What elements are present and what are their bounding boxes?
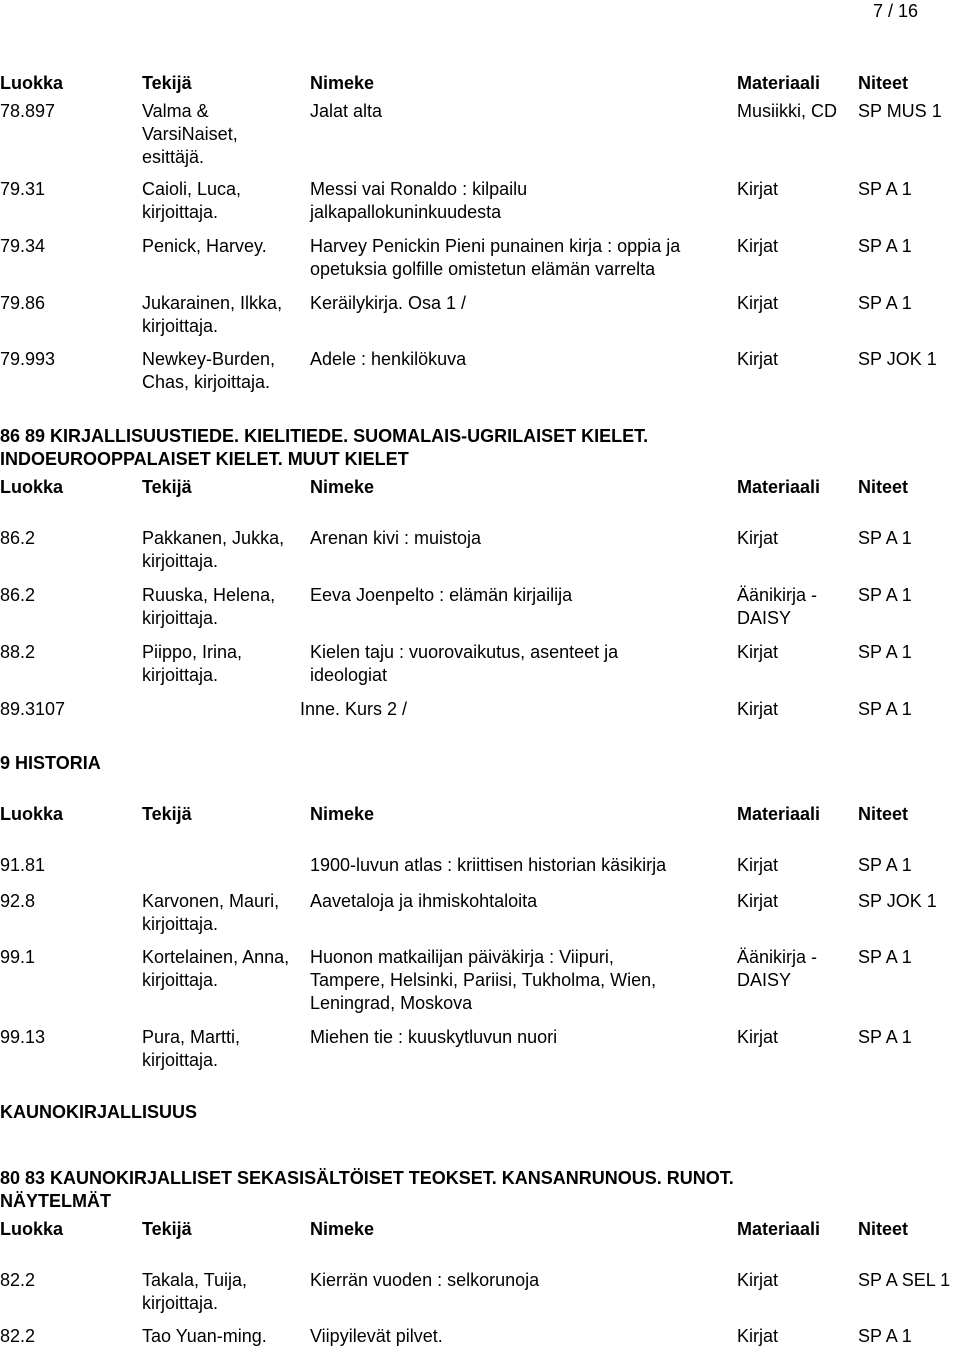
row-author: Tao Yuan-ming. <box>142 1326 267 1346</box>
row-class: 79.34 <box>0 236 46 256</box>
header-title: Nimeke <box>310 1219 375 1239</box>
header-material: Materiaali <box>737 804 821 824</box>
row-title: Inne. Kurs 2 / <box>300 699 408 719</box>
row-author: Caioli, Luca, kirjoittaja. <box>142 179 242 222</box>
header-material: Materiaali <box>737 477 821 497</box>
row-copies: SP A SEL 1 <box>858 1270 951 1290</box>
row-author: Karvonen, Mauri, kirjoittaja. <box>142 891 280 934</box>
row-material: Äänikirja - DAISY <box>737 947 818 990</box>
row-title: Arenan kivi : muistoja <box>310 528 482 548</box>
row-material: Kirjat <box>737 528 779 548</box>
header-title: Nimeke <box>310 804 375 824</box>
row-copies: SP A 1 <box>858 179 912 199</box>
row-copies: SP A 1 <box>858 699 912 719</box>
row-title: 1900-luvun atlas : kriittisen historian käsikirja <box>310 855 667 875</box>
header-copies: Niteet <box>858 804 909 824</box>
header-author: Tekijä <box>142 1219 192 1239</box>
row-copies: SP A 1 <box>858 642 912 662</box>
row-title: Keräilykirja. Osa 1 / <box>310 293 467 313</box>
row-author: Takala, Tuija, kirjoittaja. <box>142 1270 248 1313</box>
row-title: Harvey Penickin Pieni punainen kirja : oppia ja opetuksia golfille omistetun elämän varrelta <box>310 236 681 279</box>
row-title: Adele : henkilökuva <box>310 349 467 369</box>
row-class: 79.86 <box>0 293 46 313</box>
header-copies: Niteet <box>858 477 909 497</box>
row-author: Valma & VarsiNaiset, esittäjä. <box>142 101 238 167</box>
row-class: 91.81 <box>0 855 46 875</box>
row-author: Jukarainen, Ilkka, kirjoittaja. <box>142 293 283 336</box>
row-class: 82.2 <box>0 1326 36 1346</box>
header-material: Materiaali <box>737 73 821 93</box>
row-copies: SP A 1 <box>858 855 912 875</box>
row-author: Pakkanen, Jukka, kirjoittaja. <box>142 528 285 571</box>
header-copies: Niteet <box>858 73 909 93</box>
row-material: Kirjat <box>737 642 779 662</box>
row-material: Äänikirja - DAISY <box>737 585 818 628</box>
row-title: Huonon matkailijan päiväkirja : Viipuri, Tampere, Helsinki, Pariisi, Tukholma, Wien, Leningrad, Moskova <box>310 947 657 1013</box>
header-copies: Niteet <box>858 1219 909 1239</box>
row-class: 79.993 <box>0 349 56 369</box>
row-class: 82.2 <box>0 1270 36 1290</box>
row-author: Kortelainen, Anna, kirjoittaja. <box>142 947 290 990</box>
row-copies: SP A 1 <box>858 528 912 548</box>
row-class: 79.31 <box>0 179 46 199</box>
page-number: 7 / 16 <box>872 1 918 21</box>
row-material: Kirjat <box>737 1270 779 1290</box>
row-title: Miehen tie : kuuskytluvun nuori <box>310 1027 558 1047</box>
header-class: Luokka <box>0 804 64 824</box>
row-class: 92.8 <box>0 891 36 911</box>
row-material: Kirjat <box>737 891 779 911</box>
header-author: Tekijä <box>142 477 192 497</box>
row-material: Kirjat <box>737 1326 779 1346</box>
row-material: Musiikki, CD <box>737 101 838 121</box>
header-author: Tekijä <box>142 73 192 93</box>
row-title: Kierrän vuoden : selkorunoja <box>310 1270 540 1290</box>
row-title: Viipyilevät pilvet. <box>310 1326 443 1346</box>
row-title: Messi vai Ronaldo : kilpailu jalkapallokuninkuudesta <box>310 179 528 222</box>
header-class: Luokka <box>0 1219 64 1239</box>
header-title: Nimeke <box>310 477 375 497</box>
row-title: Eeva Joenpelto : elämän kirjailija <box>310 585 573 605</box>
row-copies: SP A 1 <box>858 236 912 256</box>
row-copies: SP JOK 1 <box>858 349 937 369</box>
row-copies: SP JOK 1 <box>858 891 937 911</box>
row-material: Kirjat <box>737 1027 779 1047</box>
section-heading: 80 83 KAUNOKIRJALLISET SEKASISÄLTÖISET TEOKSET. KANSANRUNOUS. RUNOT. NÄYTELMÄT <box>0 1168 734 1211</box>
row-copies: SP MUS 1 <box>858 101 942 121</box>
row-material: Kirjat <box>737 236 779 256</box>
row-author: Newkey-Burden, Chas, kirjoittaja. <box>142 349 276 392</box>
row-material: Kirjat <box>737 293 779 313</box>
row-copies: SP A 1 <box>858 1326 912 1346</box>
row-material: Kirjat <box>737 699 779 719</box>
row-title: Jalat alta <box>310 101 383 121</box>
header-class: Luokka <box>0 477 64 497</box>
row-class: 89.3107 <box>0 699 66 719</box>
row-class: 86.2 <box>0 585 36 605</box>
row-material: Kirjat <box>737 349 779 369</box>
row-copies: SP A 1 <box>858 1027 912 1047</box>
row-author: Pura, Martti, kirjoittaja. <box>142 1027 241 1070</box>
section-heading: 86 89 KIRJALLISUUSTIEDE. KIELITIEDE. SUOMALAIS-UGRILAISET KIELET. INDOEUROOPPALAISET KIELET. MUUT KIELET <box>0 426 649 469</box>
row-copies: SP A 1 <box>858 293 912 313</box>
row-class: 99.13 <box>0 1027 46 1047</box>
header-class: Luokka <box>0 73 64 93</box>
header-material: Materiaali <box>737 1219 821 1239</box>
row-material: Kirjat <box>737 855 779 875</box>
row-title: Aavetaloja ja ihmiskohtaloita <box>310 891 538 911</box>
row-author: Penick, Harvey. <box>142 236 267 256</box>
row-title: Kielen taju : vuorovaikutus, asenteet ja ideologiat <box>310 642 619 685</box>
row-class: 88.2 <box>0 642 36 662</box>
section-heading: KAUNOKIRJALLISUUS <box>0 1102 198 1122</box>
row-copies: SP A 1 <box>858 947 912 967</box>
row-class: 78.897 <box>0 101 56 121</box>
header-author: Tekijä <box>142 804 192 824</box>
header-title: Nimeke <box>310 73 375 93</box>
row-author: Ruuska, Helena, kirjoittaja. <box>142 585 276 628</box>
section-heading: 9 HISTORIA <box>0 753 101 773</box>
row-class: 86.2 <box>0 528 36 548</box>
row-author: Piippo, Irina, kirjoittaja. <box>142 642 243 685</box>
row-material: Kirjat <box>737 179 779 199</box>
row-copies: SP A 1 <box>858 585 912 605</box>
row-class: 99.1 <box>0 947 36 967</box>
